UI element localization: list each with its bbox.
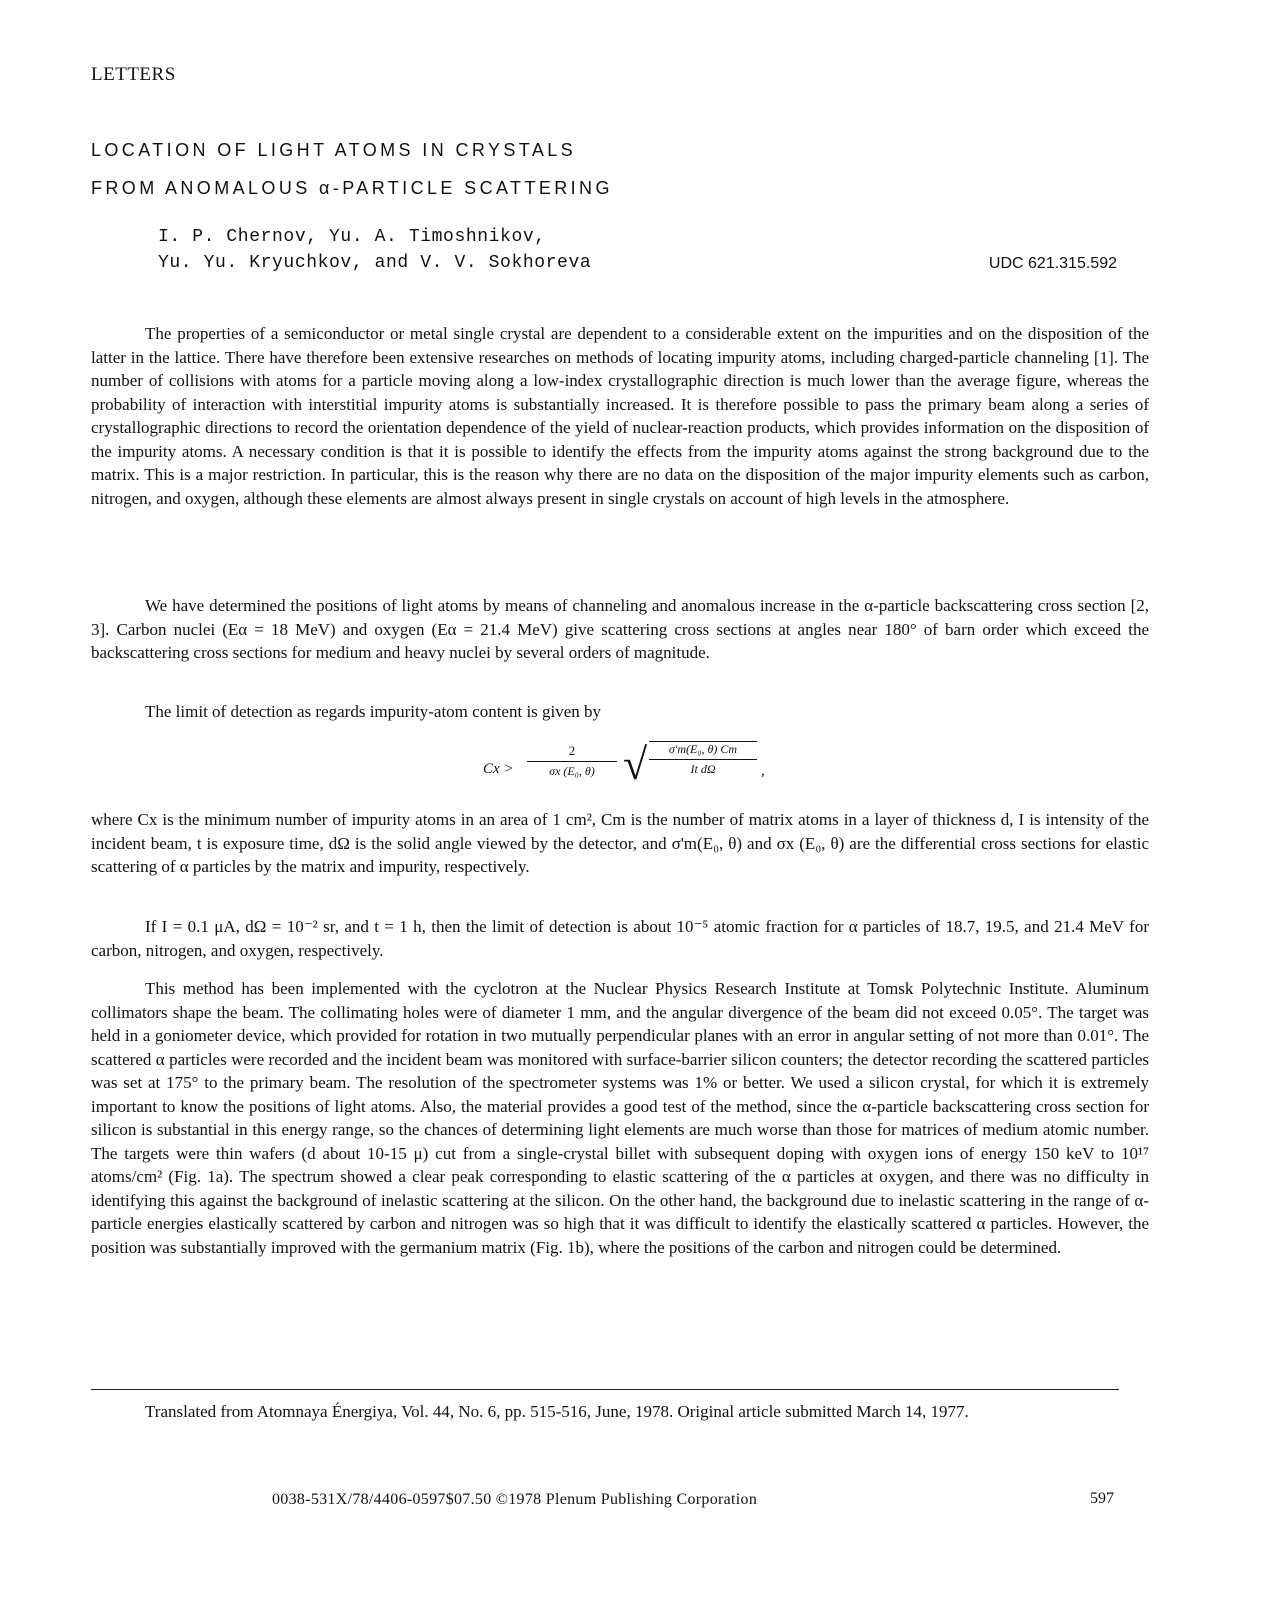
formula-root-sign: √ (623, 740, 648, 789)
formula-radicand-denominator: It dΩ (690, 762, 716, 776)
formula-lhs: Cx > (483, 761, 514, 777)
formula-comma: , (761, 763, 765, 779)
formula-radicand (649, 741, 757, 777)
formula-fraction (527, 743, 617, 779)
section-label: LETTERS (91, 64, 176, 85)
formula-fraction-bar (527, 761, 617, 762)
udc-code: UDC 621.315.592 (988, 255, 1117, 272)
paragraph-2: We have determined the positions of light atoms by means of channeling and anomalous increase in the α-particle backscattering cross section [2, 3]. Carbon nuclei (Eα = 18 MeV) and oxygen (Eα = 21.4 MeV) give scattering cross sections at angles near 180° of barn order which exceed the backscattering cross sections for medium and heavy nuclei by several orders of magnitude. (91, 596, 1149, 662)
formula-fraction-numerator: 2 (568, 743, 576, 758)
authors-line-2: Yu. Yu. Kryuchkov, and V. V. Sokhoreva (158, 253, 592, 273)
authors-line-1: I. P. Chernov, Yu. A. Timoshnikov, (158, 227, 546, 247)
formula-radicand-numerator: σ'm(E₀, θ) Cm (668, 742, 738, 756)
translation-footnote: Translated from Atomnaya Énergiya, Vol. 44, No. 6, pp. 515-516, June, 1978. Original article submitted March 14, 1977. (145, 1402, 969, 1421)
footnote-divider (91, 1389, 1119, 1390)
page-number: 597 (1090, 1490, 1114, 1507)
detection-limit-formula (483, 737, 783, 797)
paragraph-1: The properties of a semiconductor or metal single crystal are dependent to a considerable extent on the impurities and on the disposition of the latter in the lattice. There have therefore been extensive researches on methods of locating impurity atoms, including charged-particle channeling [1]. The number of collisions with atoms for a particle moving along a low-index crystallographic direction is much lower than the average figure, whereas the probability of interaction with interstitial impurity atoms is substantially increased. It is therefore possible to pass the primary beam along a series of crystallographic directions to record the orientation dependence of the yield of nuclear-reaction products, which provides information on the disposition of the impurity atoms. A necessary condition is that it is possible to identify the effects from the impurity atoms against the strong background due to the matrix. This is a major restriction. In particular, this is the reason why there are no data on the disposition of the major impurity elements such as carbon, nitrogen, and oxygen, although these elements are almost always present in single crystals on account of high levels in the atmosphere. (91, 324, 1149, 508)
paragraph-4: where Cx is the minimum number of impurity atoms in an area of 1 cm², Cm is the number of matrix atoms in a layer of thickness d, I is intensity of the incident beam, t is exposure time, dΩ is the solid angle viewed by the detector, and σ'm(E₀, θ) and σx (E₀, θ) are the differential cross sections for elastic scattering of α particles by the matrix and impurity, respectively. (91, 810, 1149, 876)
paragraph-5: If I = 0.1 μA, dΩ = 10⁻² sr, and t = 1 h, then the limit of detection is about 10⁻⁵ atomic fraction for α particles of 18.7, 19.5, and 21.4 MeV for carbon, nitrogen, and oxygen, respectively. (91, 917, 1149, 960)
paragraph-6: This method has been implemented with the cyclotron at the Nuclear Physics Research Institute at Tomsk Polytechnic Institute. Aluminum collimators shape the beam. The collimating holes were of diameter 1 mm, and the angular divergence of the beam did not exceed 0.05°. The target was held in a goniometer device, which provided for rotation in two mutually perpendicular planes with an error in angular setting of not more than 0.01°. The scattered α particles were recorded and the incident beam was monitored with surface-barrier silicon counters; the detector recording the scattered particles was set at 175° to the primary beam. The resolution of the spectrometer systems was 1% or better. We used a silicon crystal, for which it is extremely important to know the positions of light atoms. Also, the material provides a good test of the method, since the α-particle backscattering cross section for silicon is substantial in this energy range, so the chances of determining light elements are much worse than those for matrices of medium atomic number. The targets were thin wafers (d about 10-15 μ) cut from a single-crystal billet with subsequent doping with oxygen ions of energy 150 keV to 10¹⁷ atoms/cm² (Fig. 1a). The spectrum showed a clear peak corresponding to elastic scattering of the α particles at oxygen, and there was no difficulty in identifying this against the background of inelastic scattering at the silicon. On the other hand, the background due to inelastic scattering in the range of α-particle energies elastically scattered by carbon and nitrogen was so high that it was difficult to identify the elastically scattered α particles. However, the position was substantially improved with the germanium matrix (Fig. 1b), where the positions of the carbon and nitrogen could be determined. (91, 979, 1149, 1257)
copyright-line: 0038-531X/78/4406-0597$07.50 ©1978 Plenum Publishing Corporation (272, 1491, 758, 1508)
article-title-line-2: FROM ANOMALOUS α-PARTICLE SCATTERING (91, 178, 613, 198)
formula-radicand-bar (649, 759, 757, 760)
article-title-line-1: LOCATION OF LIGHT ATOMS IN CRYSTALS (91, 140, 577, 160)
paragraph-3: The limit of detection as regards impurity-atom content is given by (145, 702, 602, 721)
formula-fraction-denominator: σx (E₀, θ) (549, 764, 595, 778)
